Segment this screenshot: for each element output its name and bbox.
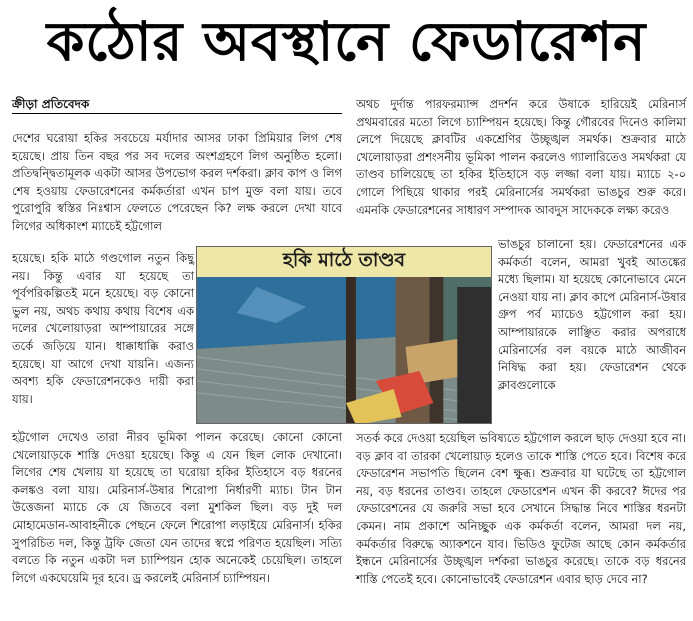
paragraph: অথচ দুর্দান্ত পারফরম্যান্স প্রদর্শন করে উষাকে হারিয়েই মেরিনার্স প্রথমবারের মতো লিগে চ্যাম্পিয়ন হয়েছে। কিন্তু গৌরবের দিনেও কালিমা লেপে দিয়েছে ক্লাবটির একশ্রেণির উচ্ছৃঙ্খল সমর্থক। শুক্রবার মাঠে খেলোয়াড়রা প্রশংসনীয় ভূমিকা পালন করলেও গ্যালারিতেও সমর্থকরা যে তাণ্ডব চালিয়েছে তা হকির ইতিহাসে বড় লজ্জা বলা যায়। ম্যাচে ২-০ গোলে পিছিয়ে থাকার পরই মেরিনার্সের সমর্থকরা ভাঙচুর শুরু করে। এমনকি ফেডারেশনের সাধারণ সম্পাদক আবদুস সাদেককে লক্ষ্য করেও (356, 97, 686, 217)
headline: কঠোর অবস্থানে ফেডারেশন (46, 10, 647, 73)
paragraph: ভাঙচুর চালানো হয়। ফেডারেশনের এক কর্মকর্তা বলেন, আমরা খুবই আতঙ্কের মধ্যে ছিলাম। যা হয়েছে কোনোভাবে মেনে নেওয়া যায় না। ক্লাব কাপে মেরিনার্স-উষার গ্রুপ পর্ব ম্যাচেও হট্টগোল করা হয়। আম্পায়ারকে লাঞ্ছিত করার অপরাধে মেরিনার্সের বল বয়কে মাঠে আজীবন নিষিদ্ধ করা হয়। ফেডারেশন থেকে ক্লাবগুলোকে (498, 237, 686, 392)
column-2-wrap (498, 236, 686, 394)
column-1-top (12, 130, 342, 236)
stadium-vandalism-image (197, 277, 491, 424)
paragraph: দেশের ঘরোয়া হকির সবচেয়ে মর্যাদার আসর ঢাকা প্রিমিয়ার লিগ শেষ হয়েছে। প্রায় তিন বছর পর সব দলের অংশগ্রহণে লিগ অনুষ্ঠিত হলো। প্রতিদ্বন্দ্বিতামূলক একটা আসর উপভোগ করল দর্শকরা। ক্লাব কাপ ও লিগ শেষ হওয়ায় ফেডারেশনের কর্মকর্তারা এখন চাপ মুক্ত বলা যায়। তবে পুরোপুরি স্বস্তির নিঃশ্বাস ফেলতে পেরেছেন কি? লক্ষ করলে দেখা যাবে লিগের অধিকাংশ ম্যাচেই হট্টগোল (12, 131, 342, 233)
column-1-bottom (12, 429, 342, 587)
column-1-wrap (12, 250, 194, 408)
paragraph: সতর্ক করে দেওয়া হয়েছিল ভবিষ্যতে হট্টগোল করলে ছাড় দেওয়া হবে না। বড় ক্লাব বা তারকা খেলোয়াড় হলেও তাকে শাস্তি পেতে হবে। বিশেষ করে ফেডারেশন সভাপতি ছিলেন বেশ ক্ষুব্ধ। শুক্রবার যা ঘটেছে তা হট্টগোল নয়, বড় ধরনের তাণ্ডব। তাহলে ফেডারেশন এখন কী করবে? ঈদের পর ফেডারেশনের যে জরুরি সভা হবে সেখানে সিদ্ধান্ত নিবে শাস্তির ধরনটা কেমন। নাম প্রকাশে অনিচ্ছুক এক কর্মকর্তা বলেন, আমরা দল নয়, কর্মকর্তার বিরুদ্ধে অ্যাকশনে যাব। ভিডিও ফুটেজ আছে কোন কর্মকর্তার ইন্ধনে মেরিনার্সের উচ্ছৃঙ্খল দর্শকরা ভাঙচুর করেছে। তাকে বড় ধরনের শাস্তি পেতেই হবে। কোনোভাবেই ফেডারেশন এবার ছাড় দেবে না? (356, 431, 686, 586)
photo-caption-band: হকি মাঠে তাণ্ডব (197, 247, 491, 277)
column-2-bottom (356, 430, 686, 588)
byline: ক্রীড়া প্রতিবেদক (12, 97, 90, 111)
paragraph: হয়েছে। হকি মাঠে গণ্ডগোল নতুন কিছু নয়। কিন্তু এবার যা হয়েছে তা পূর্বপরিকল্পিতই মনে হয়েছে। বড় কোনো ভুল নয়, অথচ কথায় কথায় বিশেষ এক দলের খেলোয়াড়রা আম্পায়ারের সঙ্গে তর্কে জড়িয়ে যান। ধাক্কাধাক্কি করাও হয়েছে। যা আগে দেখা যায়নি। এজন্য অবশ্য হকি ফেডারেশনকেও দায়ী করা যায়। (12, 251, 194, 406)
paragraph: হট্টগোল দেখেও তারা নীরব ভূমিকা পালন করেছে। কোনো কোনো খেলোয়াড়কে শাস্তি দেওয়া হয়েছে। কিন্তু এ যেন ছিল লোক দেখানো। লিগের শেষ খেলায় যা হয়েছে তা ঘরোয়া হকির ইতিহাসে বড় ধরনের কলঙ্কও বলা যায়। মেরিনার্স-উষার শিরোপা নির্ধারণী ম্যাচ। টান টান উত্তেজনা ম্যাচে কে যে জিতবে বলা মুশকিল ছিল। বড় দুই দল মোহামেডান-আবাহনীকে পেছনে ফেলে শিরোপা লড়াইয়ে মেরিনার্স। হকির সুপরিচিত দল, কিন্তু ট্রফি জেতা যেন তাদের স্বপ্নে পরিণত হয়েছিল। সত্যি বলতে কি নতুন একটা দল চ্যাম্পিয়ন হোক অনেকেই চেয়েছিল। তাহলে লিগে একঘেয়েমি দূর হবে। ড্র করলেই মেরিনার্স চ্যাম্পিয়ন। (12, 430, 343, 585)
news-photo (196, 246, 492, 424)
column-2-top (356, 96, 686, 219)
byline-rule (12, 113, 342, 114)
